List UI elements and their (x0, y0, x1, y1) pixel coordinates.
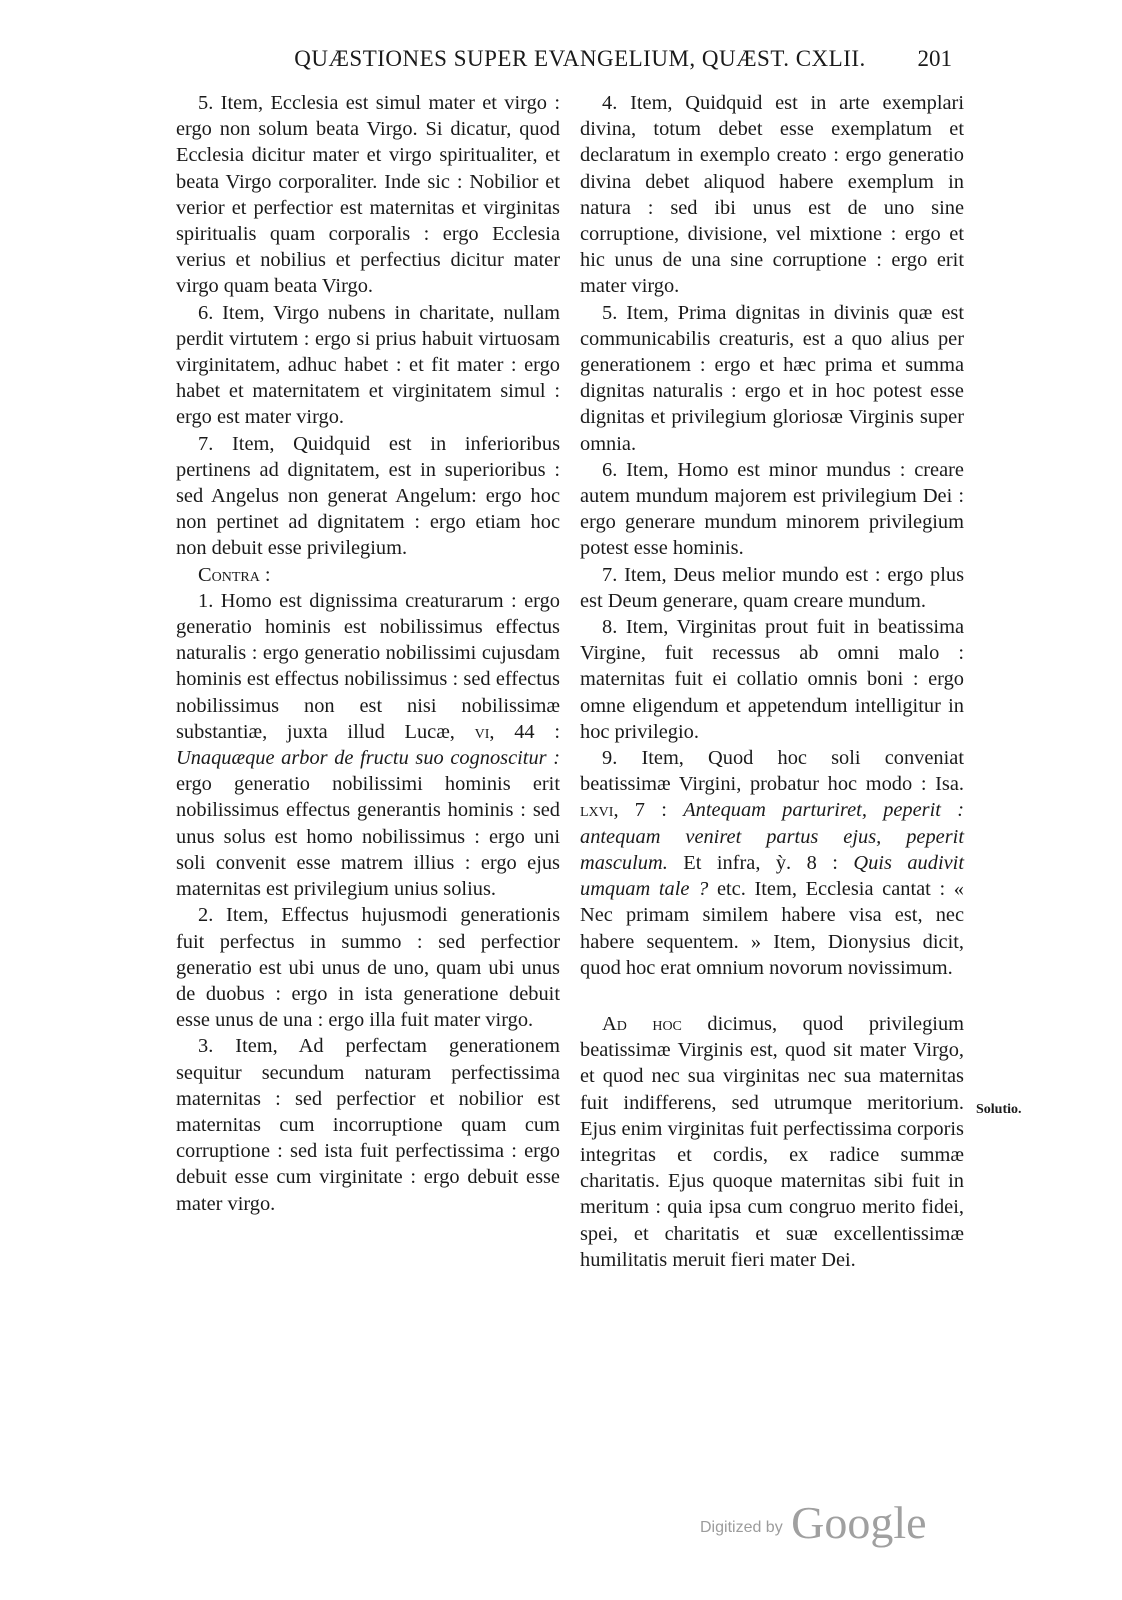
chapter-ref: vi (474, 720, 490, 743)
paragraph: 8. Item, Virginitas prout fuit in beatissima Virgine, fuit recessus ab omni malo : maternitas fuit ei collatio omnis boni : ergo omne eligendum et appetendum intelligitur in hoc privilegio. (580, 616, 964, 743)
marginal-note: Solutio. (976, 1102, 1022, 1117)
text-run: ergo generatio nobilissimi hominis erit nobilissimus effectus generantis hominis : sed unus solus est homo nobilissimus : ergo uni soli convenit esse matrem illius : ergo ejus maternitas est privilegium unius solius. (176, 773, 560, 901)
contra-heading: Contra : (198, 563, 271, 586)
text-run: , 44 : (489, 720, 560, 743)
solution-paragraph (580, 1011, 964, 1273)
paragraph: 5. Item, Prima dignitas in divinis quæ est communicabilis creaturis, est a quo alius per generationem : ergo et hæc prima et summa dignitas naturalis : ergo et in hoc potest esse dignitas et privilegium gloriosæ Virginis super omnia. (580, 301, 964, 455)
text-run: Et infra, ỳ. 8 : (667, 851, 854, 874)
watermark-prefix: Digitized by (700, 1519, 783, 1536)
paragraph: 6. Item, Virgo nubens in charitate, nullam perdit virtutem : ergo si prius habuit virtuosam virginitatem, adhuc habet : et fit mater : ergo habet et maternitatem et virginitatem simul : ergo est mater virgo. (176, 301, 560, 429)
digitization-watermark (700, 1496, 927, 1549)
paragraph (580, 745, 964, 981)
text-run: 9. Item, Quod hoc soli conveniat beatissimæ Virgini, probatur hoc modo : Isa. (580, 747, 964, 796)
paragraph: 5. Item, Ecclesia est simul mater et virgo : ergo non solum beata Virgo. Si dicatur, quod Ecclesia dicitur mater et virgo spiritualiter, et beata Virgo corporaliter. Inde sic : Nobilior et verior et perfectior est maternitas et virginitas spiritualis quam corporalis : ergo Ecclesia verius et nobilius et perfectius dicitur mater virgo quam beata Virgo. (176, 92, 560, 298)
left-column (176, 90, 560, 1217)
scripture-quote: Unaquæque arbor de fructu suo cognoscitur : (176, 747, 560, 770)
paragraph (176, 588, 560, 902)
paragraph: 3. Item, Ad perfectam generationem sequitur secundum naturam perfectissima maternitas : sed perfectior et nobilior est maternitas cum incorruptione quam cum corruptione : sed ista fuit perfectissima : ergo debuit esse cum virginitate : ergo debuit esse mater virgo. (176, 1035, 560, 1215)
scripture-quote: Antequam parturiret, peperit : antequam veniret partus ejus, peperit masculum. (580, 799, 964, 874)
paragraph: 7. Item, Quidquid est in inferioribus pertinens ad dignitatem, est in superioribus : sed Angelus non generat Angelum: ergo hoc non pertinet ad dignitatem : ergo etiam hoc non debuit esse privilegium. (176, 432, 560, 560)
text-run: etc. Item, Ecclesia cantat : « Nec primam similem habere visa est, nec habere sequentem. » Item, Dionysius dicit, quod hoc erat omnium novorum novissimum. (580, 878, 965, 979)
opening-words: Ad hoc (602, 1012, 682, 1035)
right-column (580, 90, 964, 1273)
google-logo: Google (791, 1497, 927, 1548)
text-run: , 7 : (613, 799, 684, 822)
page-number: 201 (917, 46, 952, 71)
page-header (180, 46, 980, 80)
text-run: 1. Homo est dignissima creaturarum : ergo generatio hominis est nobilissimus effectus naturalis : ergo generatio nobilissimi cujusdam hominis est effectus nobilissimus : sed effectus nobilissimus non est nisi nobilissimæ substantiæ, juxta illud Lucæ, (176, 589, 560, 743)
chapter-ref: lxvi (580, 799, 614, 822)
running-title: QUÆSTIONES SUPER EVANGELIUM, QUÆST. CXLII. (294, 46, 866, 71)
paragraph: 2. Item, Effectus hujusmodi generationis fuit perfectus in summo : sed perfectior generatio est ubi unus de uno, quam ubi unus de duobus : ergo in ista generatione debuit esse unus de una : ergo illa fuit mater virgo. (176, 904, 560, 1032)
paragraph: 7. Item, Deus melior mundo est : ergo plus est Deum generare, quam creare mundum. (580, 563, 964, 612)
paragraph: 4. Item, Quidquid est in arte exemplari divina, totum debet esse exemplatum et declaratum in exemplo creato : ergo generatio divina debet aliquod habere exemplum in natura : sed ibi unus est de uno sine corruptione, divisione, vel mixtione : ergo et hic unus de una sine corruptione : ergo erit mater virgo. (580, 92, 964, 298)
paragraph: 6. Item, Homo est minor mundus : creare autem mundum majorem est privilegium Dei : ergo generare mundum minorem privilegium potest esse hominis. (580, 458, 964, 560)
scripture-quote: Quis audivit umquam tale ? (580, 851, 964, 901)
text-run: dicimus, quod privilegium beatissimæ Virginis est, quod sit mater Virgo, et quod nec sua virginitas nec sua maternitas fuit indifferens, sed utrumque meritorium. Ejus enim virginitas fuit perfectissima corporis integritas et cordis, ex radice summæ charitatis. Ejus quoque maternitas sibi fuit in meritum : quia ipsa cum congruo merito fidei, spei, et charitatis et suæ excellentissimæ humilitatis meruit fieri mater Dei. (580, 1012, 964, 1271)
